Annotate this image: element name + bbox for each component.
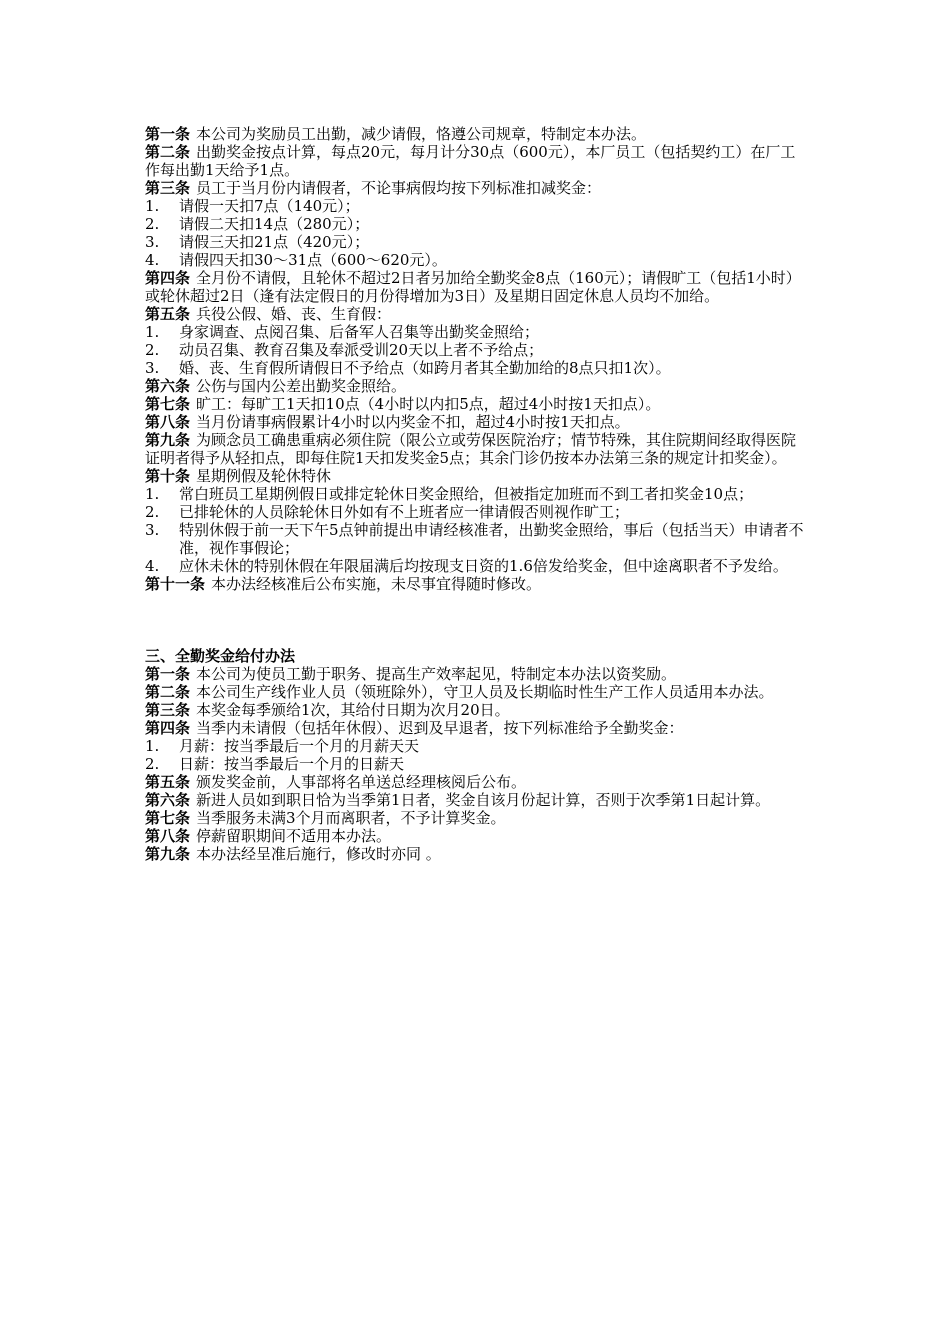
section-article-6 bbox=[145, 791, 810, 809]
list-number: 3. bbox=[145, 359, 160, 377]
article-label: 第七条 bbox=[145, 809, 191, 827]
list-number: 1. bbox=[145, 323, 160, 341]
article-text: 出勤奖金按点计算，每点20元，每月计分30点（600元），本厂员工（包括契约工）在厂工作每出勤1天给予1点。 bbox=[145, 143, 796, 179]
list-item bbox=[145, 557, 810, 575]
article-label: 第十一条 bbox=[145, 575, 206, 593]
list-item bbox=[145, 755, 810, 773]
section-article-3 bbox=[145, 701, 810, 719]
list-text: 婚、丧、生育假所请假日不予给点（如跨月者其全勤加给的8点只扣1次）。 bbox=[179, 359, 671, 377]
article-label: 第八条 bbox=[145, 413, 191, 431]
article-text: 全月份不请假，且轮休不超过2日者另加给全勤奖金8点（160元）；请假旷工（包括1小时）或轮休超过2日（逢有法定假日的月份得增加为3日）及星期日固定休息人员均不加给。 bbox=[145, 269, 801, 305]
list-item bbox=[145, 521, 810, 557]
article-label: 第一条 bbox=[145, 665, 191, 683]
list-number: 2. bbox=[145, 215, 160, 233]
article-text: 当季内未请假（包括年休假）、迟到及早退者，按下列标准给予全勤奖金： bbox=[196, 719, 684, 737]
list-number: 4. bbox=[145, 557, 160, 575]
article-text: 停薪留职期间不适用本办法。 bbox=[196, 827, 392, 845]
article-5 bbox=[145, 305, 810, 323]
article-7 bbox=[145, 395, 810, 413]
article-text: 本公司为使员工勤于职务、提高生产效率起见，特制定本办法以资奖励。 bbox=[196, 665, 677, 683]
list-text: 特别休假于前一天下午5点钟前提出申请经核准者，出勤奖金照给，事后（包括当天）申请者不准，视作事假论； bbox=[179, 521, 804, 557]
section-article-2 bbox=[145, 683, 810, 701]
article-label: 第三条 bbox=[145, 179, 191, 197]
article-text: 颁发奖金前，人事部将名单送总经理核阅后公布。 bbox=[196, 773, 527, 791]
article-10 bbox=[145, 467, 810, 485]
article-label: 第二条 bbox=[145, 683, 191, 701]
list-number: 1. bbox=[145, 197, 160, 215]
article-text: 本公司为奖励员工出勤，减少请假，恪遵公司规章，特制定本办法。 bbox=[196, 125, 647, 143]
article-label: 第三条 bbox=[145, 701, 191, 719]
article-label: 第六条 bbox=[145, 377, 191, 395]
article-label: 第九条 bbox=[145, 431, 191, 449]
list-text: 请假三天扣21点（420元）； bbox=[179, 233, 370, 251]
article-label: 第八条 bbox=[145, 827, 191, 845]
article-label: 第五条 bbox=[145, 305, 191, 323]
list-text: 月薪：按当季最后一个月的月薪天天 bbox=[179, 737, 420, 755]
article-text: 公伤与国内公差出勤奖金照给。 bbox=[196, 377, 407, 395]
section-article-7 bbox=[145, 809, 810, 827]
article-text: 本办法经核准后公布实施，未尽事宜得随时修改。 bbox=[211, 575, 542, 593]
list-item bbox=[145, 737, 810, 755]
article-label: 第四条 bbox=[145, 269, 191, 287]
article-8 bbox=[145, 413, 810, 431]
list-text: 日薪：按当季最后一个月的日薪天 bbox=[179, 755, 405, 773]
article-text: 当月份请事病假累计4小时以内奖金不扣，超过4小时按1天扣点。 bbox=[196, 413, 630, 431]
list-number: 2. bbox=[145, 755, 160, 773]
list-item bbox=[145, 215, 810, 233]
list-number: 2. bbox=[145, 341, 160, 359]
list-number: 4. bbox=[145, 251, 160, 269]
list-number: 3. bbox=[145, 233, 160, 251]
article-text: 兵役公假、婚、丧、生育假： bbox=[196, 305, 392, 323]
article-4 bbox=[145, 269, 810, 305]
list-text: 请假一天扣7点（140元）； bbox=[179, 197, 360, 215]
list-text: 请假二天扣14点（280元）； bbox=[179, 215, 370, 233]
article-label: 第十条 bbox=[145, 467, 191, 485]
article-text: 员工于当月份内请假者，不论事病假均按下列标准扣减奖金： bbox=[196, 179, 602, 197]
article-label: 第五条 bbox=[145, 773, 191, 791]
article-text: 本奖金每季颁给1次，其给付日期为次月20日。 bbox=[196, 701, 510, 719]
article-6 bbox=[145, 377, 810, 395]
article-text: 星期例假及轮休特休 bbox=[196, 467, 332, 485]
article-2 bbox=[145, 143, 810, 179]
document-page bbox=[145, 125, 810, 863]
article-text: 为顾念员工确患重病必须住院（限公立或劳保医院治疗；情节特殊，其住院期间经取得医院证明者得予从轻扣点，即每住院1天扣发奖金5点；其余门诊仍按本办法第三条的规定计扣奖金）。 bbox=[145, 431, 797, 467]
list-number: 3. bbox=[145, 521, 160, 539]
section-article-9 bbox=[145, 845, 810, 863]
list-text: 已排轮休的人员除轮休日外如有不上班者应一律请假否则视作旷工； bbox=[179, 503, 630, 521]
list-item bbox=[145, 341, 810, 359]
list-number: 1. bbox=[145, 737, 160, 755]
section-article-4 bbox=[145, 719, 810, 737]
article-text: 新进人员如到职日恰为当季第1日者，奖金自该月份起计算，否则于次季第1日起计算。 bbox=[196, 791, 771, 809]
section-article-8 bbox=[145, 827, 810, 845]
article-1 bbox=[145, 125, 810, 143]
article-text: 旷工：每旷工1天扣10点（4小时以内扣5点，超过4小时按1天扣点）。 bbox=[196, 395, 661, 413]
article-label: 第七条 bbox=[145, 395, 191, 413]
list-number: 1. bbox=[145, 485, 160, 503]
list-text: 常白班员工星期例假日或排定轮休日奖金照给，但被指定加班而不到工者扣奖金10点； bbox=[179, 485, 754, 503]
article-9 bbox=[145, 431, 810, 467]
section-article-5 bbox=[145, 773, 810, 791]
article-label: 第九条 bbox=[145, 845, 191, 863]
list-text: 动员召集、教育召集及奉派受训20天以上者不予给点； bbox=[179, 341, 544, 359]
list-text: 请假四天扣30～31点（600～620元）。 bbox=[179, 251, 447, 269]
list-item bbox=[145, 233, 810, 251]
article-label: 第二条 bbox=[145, 143, 191, 161]
article-label: 第六条 bbox=[145, 791, 191, 809]
list-item bbox=[145, 251, 810, 269]
article-label: 第一条 bbox=[145, 125, 191, 143]
article-label: 第四条 bbox=[145, 719, 191, 737]
section-article-1 bbox=[145, 665, 810, 683]
section-title: 三、全勤奖金给付办法 bbox=[145, 647, 296, 665]
list-item bbox=[145, 197, 810, 215]
article-text: 当季服务未满3个月而离职者，不予计算奖金。 bbox=[196, 809, 506, 827]
list-number: 2. bbox=[145, 503, 160, 521]
list-text: 应休未休的特别休假在年限届满后均按现支日资的1.6倍发给奖金，但中途离职者不予发给。 bbox=[179, 557, 788, 575]
list-item bbox=[145, 359, 810, 377]
list-item bbox=[145, 485, 810, 503]
article-11 bbox=[145, 575, 810, 593]
article-text: 本公司生产线作业人员（领班除外），守卫人员及长期临时性生产工作人员适用本办法。 bbox=[196, 683, 774, 701]
list-text: 身家调查、点阅召集、后备军人召集等出勤奖金照给； bbox=[179, 323, 540, 341]
article-text: 本办法经呈准后施行，修改时亦同 。 bbox=[196, 845, 441, 863]
list-item bbox=[145, 323, 810, 341]
list-item bbox=[145, 503, 810, 521]
article-3 bbox=[145, 179, 810, 197]
